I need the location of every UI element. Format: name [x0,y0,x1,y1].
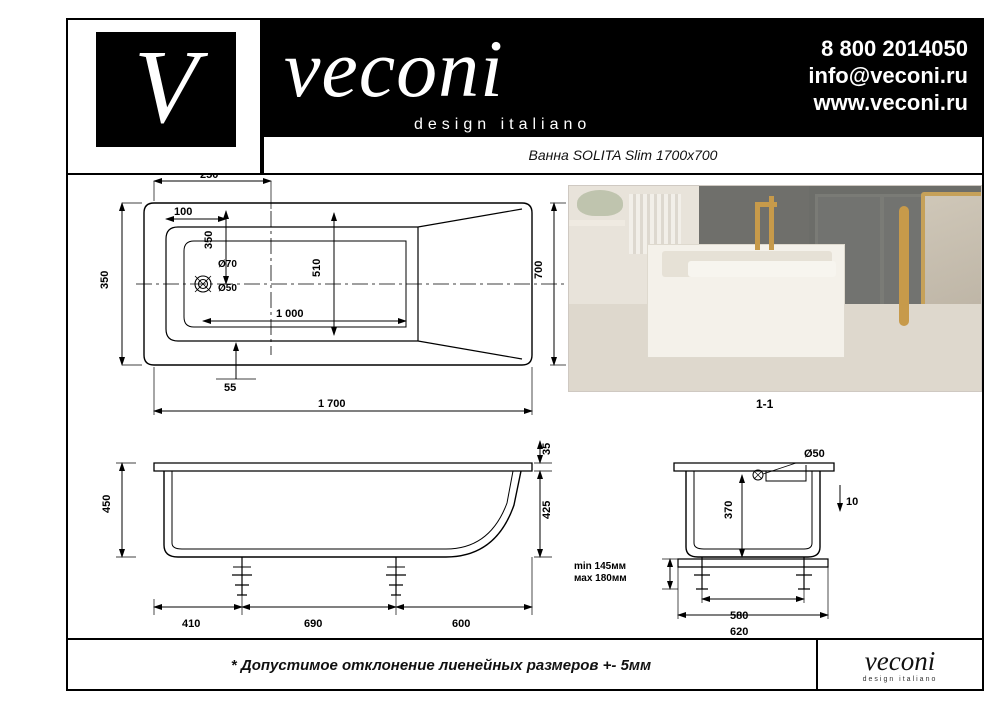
dim-690: 690 [304,618,323,630]
dim-700: 700 [533,260,545,279]
dim-1700: 1 700 [318,398,346,410]
product-title: Ванна SOLITA Slim 1700x700 [528,147,718,163]
leg-max: мах 180мм [574,573,627,584]
dim-350-left: 350 [99,270,111,289]
drain-d70: Ø70 [218,259,237,270]
tolerance-note: * Допустимое отклонение лиенейных размеров +- 5мм [230,657,652,674]
dim-d50-side: Ø50 [804,448,825,460]
dim-510: 510 [311,258,323,277]
contact-website[interactable]: www.veconi.ru [813,89,968,115]
dim-1000: 1 000 [276,308,304,320]
dim-580: 580 [730,610,749,622]
logo-letter: V [133,28,199,145]
footer-note-cell [66,640,818,691]
footer-logo [818,640,982,691]
brand-name: veconi [284,23,504,114]
dim-350-inner: 350 [203,230,215,249]
header-brand-cell [262,18,746,135]
footer [66,638,984,691]
drawing-area [66,175,984,638]
header-logo-cell [66,18,262,175]
footer-brand-sub: design italiano [862,676,938,683]
dim-425: 425 [541,500,553,519]
dim-100: 100 [174,206,193,218]
brand-tagline: design italiano [414,116,592,133]
drawing-title-cell [262,135,984,175]
dim-450: 450 [101,494,113,513]
veconi-logo-mark [96,28,236,147]
leg-min: min 145мм [574,561,627,572]
contact-email[interactable]: info@veconi.ru [808,63,968,89]
dim-10: 10 [846,496,859,508]
dim-370: 370 [723,500,735,519]
photo-caption: 1-1 [756,397,774,411]
drain-d50: Ø50 [218,283,237,294]
dim-410: 410 [182,618,201,630]
dim-250: 250 [200,175,219,181]
contact-phone[interactable]: 8 800 2014050 [821,36,968,62]
footer-brand: veconi [864,646,936,676]
header-contacts-cell [746,18,984,135]
bathroom-photo [568,185,982,392]
dim-620: 620 [730,626,749,638]
dim-35: 35 [541,442,553,455]
dim-55: 55 [224,382,237,394]
dim-600: 600 [452,618,471,630]
